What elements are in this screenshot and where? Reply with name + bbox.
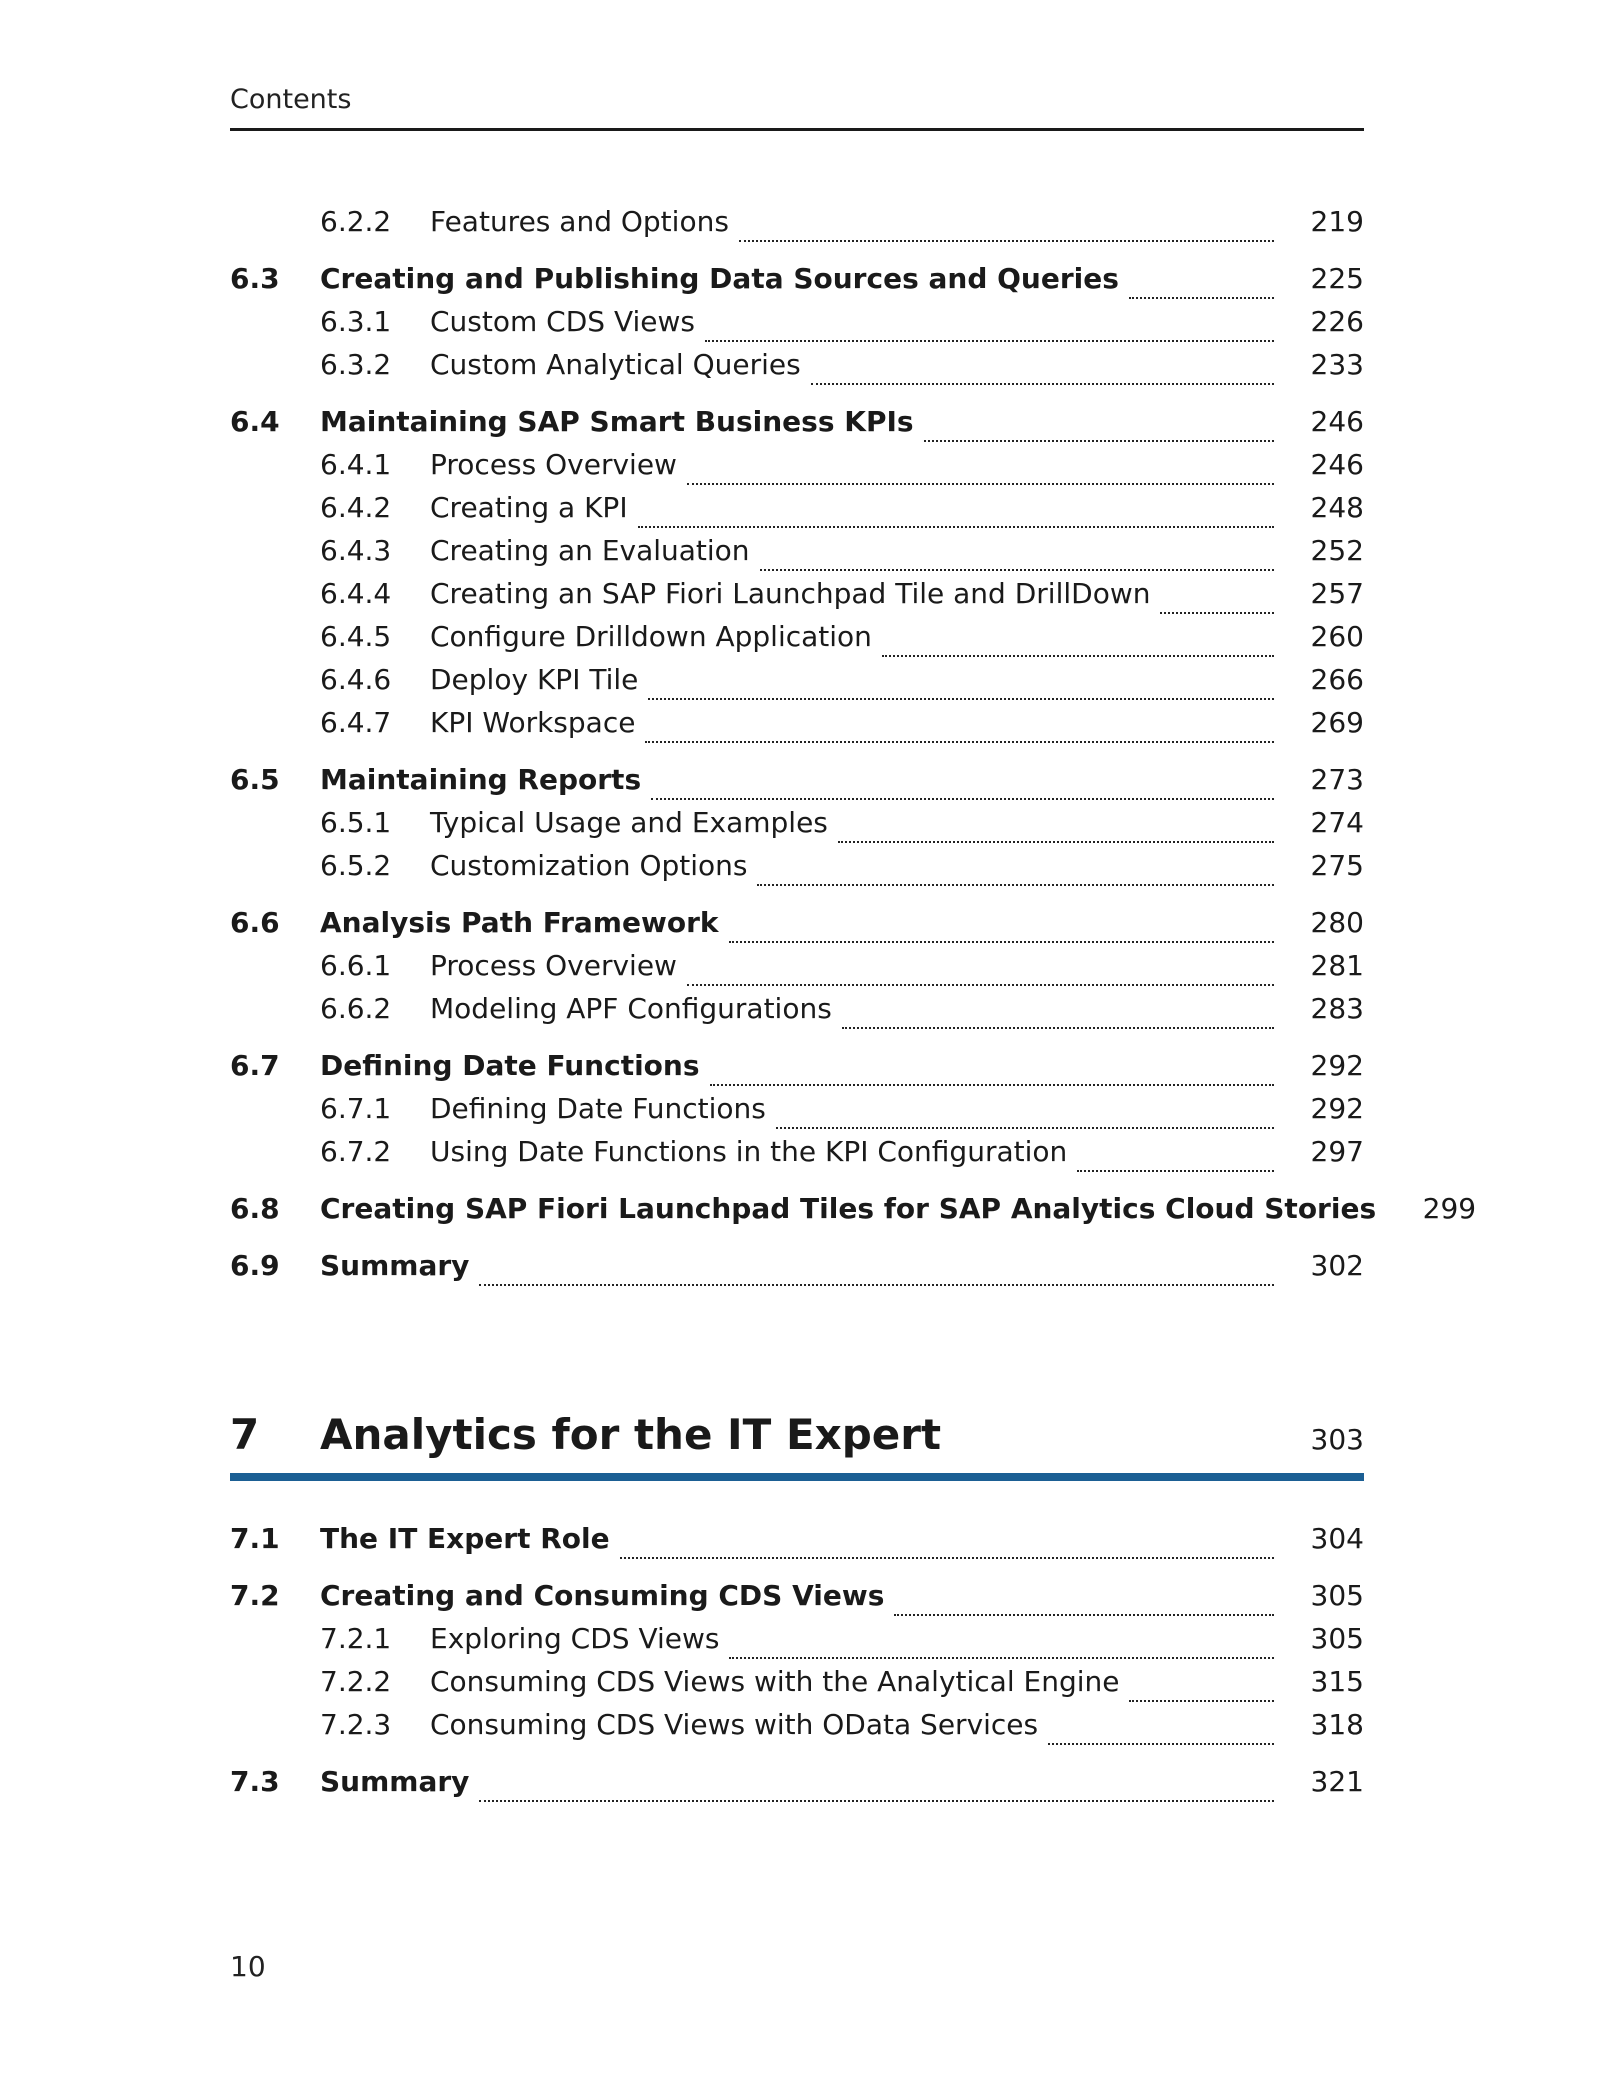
- dot-leader: [760, 569, 1274, 571]
- entry-number: 6.4.6: [320, 663, 392, 696]
- dot-leader: [729, 941, 1275, 943]
- toc-section-entry[interactable]: [230, 1579, 1364, 1622]
- entry-number: 6.8: [230, 1192, 280, 1225]
- entry-page-number: 281: [1310, 949, 1364, 982]
- entry-number: 7.3: [230, 1765, 280, 1798]
- dot-leader: [1048, 1743, 1274, 1745]
- entry-title: Process Overview: [430, 448, 677, 481]
- entry-number: 7.2: [230, 1579, 280, 1612]
- dot-leader: [620, 1557, 1274, 1559]
- toc-section-entry[interactable]: [230, 262, 1364, 305]
- entry-number: 6.3: [230, 262, 280, 295]
- entry-title: Creating SAP Fiori Launchpad Tiles for SAP Analytics Cloud Stories: [320, 1192, 1377, 1225]
- entry-title: Features and Options: [430, 205, 729, 238]
- entry-number: 6.7.1: [320, 1092, 392, 1125]
- entry-title: Custom CDS Views: [430, 305, 695, 338]
- dot-leader: [924, 440, 1274, 442]
- entry-title: Consuming CDS Views with the Analytical Engine: [430, 1665, 1120, 1698]
- entry-page-number: 302: [1310, 1249, 1364, 1282]
- toc-section-entry[interactable]: [230, 1049, 1364, 1092]
- entry-page-number: 292: [1310, 1092, 1364, 1125]
- entry-title: Typical Usage and Examples: [430, 806, 828, 839]
- entry-title: The IT Expert Role: [320, 1522, 610, 1555]
- entry-title: Creating and Consuming CDS Views: [320, 1579, 885, 1612]
- dot-leader: [1129, 1700, 1274, 1702]
- toc-subsection-entry[interactable]: [230, 491, 1364, 534]
- entry-number: 6.3.1: [320, 305, 392, 338]
- entry-number: 6.4.3: [320, 534, 392, 567]
- dot-leader: [894, 1614, 1274, 1616]
- entry-number: 6.4.2: [320, 491, 392, 524]
- entry-title: Creating and Publishing Data Sources and Queries: [320, 262, 1119, 295]
- toc-section-7: [230, 1522, 1364, 1808]
- entry-page-number: 246: [1310, 448, 1364, 481]
- entry-title: Analysis Path Framework: [320, 906, 719, 939]
- dot-leader: [882, 655, 1274, 657]
- entry-number: 7.2.3: [320, 1708, 392, 1741]
- toc-subsection-entry[interactable]: [230, 577, 1364, 620]
- entry-title: Defining Date Functions: [430, 1092, 766, 1125]
- toc-subsection-entry[interactable]: [230, 620, 1364, 663]
- entry-page-number: 252: [1310, 534, 1364, 567]
- dot-leader: [479, 1800, 1274, 1802]
- toc-subsection-entry[interactable]: [230, 849, 1364, 892]
- entry-page-number: 269: [1310, 706, 1364, 739]
- chapter-number: 7: [230, 1410, 260, 1459]
- dot-leader: [811, 383, 1274, 385]
- dot-leader: [1077, 1170, 1274, 1172]
- entry-page-number: 248: [1310, 491, 1364, 524]
- toc-section-entry[interactable]: [230, 405, 1364, 448]
- toc-section-entry[interactable]: [230, 906, 1364, 949]
- toc-subsection-entry[interactable]: [230, 1708, 1364, 1751]
- dot-leader: [776, 1127, 1274, 1129]
- entry-number: 6.4.5: [320, 620, 392, 653]
- entry-number: 6.4: [230, 405, 280, 438]
- dot-leader: [710, 1084, 1274, 1086]
- entry-page-number: 225: [1310, 262, 1364, 295]
- toc-subsection-entry[interactable]: [230, 205, 1364, 248]
- entry-page-number: 321: [1310, 1765, 1364, 1798]
- toc-section-entry[interactable]: [230, 763, 1364, 806]
- entry-page-number: 273: [1310, 763, 1364, 796]
- entry-title: Configure Drilldown Application: [430, 620, 872, 653]
- toc-subsection-entry[interactable]: [230, 448, 1364, 491]
- entry-title: Consuming CDS Views with OData Services: [430, 1708, 1039, 1741]
- entry-title: Custom Analytical Queries: [430, 348, 801, 381]
- entry-title: Deploy KPI Tile: [430, 663, 639, 696]
- entry-title: KPI Workspace: [430, 706, 636, 739]
- footer-page-number: 10: [230, 1950, 266, 1983]
- toc-subsection-entry[interactable]: [230, 706, 1364, 749]
- chapter-heading[interactable]: [230, 1410, 1364, 1459]
- dot-leader: [757, 884, 1274, 886]
- entry-number: 6.2.2: [320, 205, 392, 238]
- entry-number: 6.6: [230, 906, 280, 939]
- entry-page-number: 266: [1310, 663, 1364, 696]
- entry-number: 6.4.4: [320, 577, 392, 610]
- entry-page-number: 315: [1310, 1665, 1364, 1698]
- toc-section-entry[interactable]: [230, 1249, 1364, 1292]
- entry-number: 7.1: [230, 1522, 280, 1555]
- dot-leader: [687, 483, 1274, 485]
- entry-number: 6.4.1: [320, 448, 392, 481]
- dot-leader: [648, 698, 1274, 700]
- entry-title: Modeling APF Configurations: [430, 992, 832, 1025]
- entry-number: 6.6.1: [320, 949, 392, 982]
- entry-page-number: 299: [1422, 1192, 1477, 1225]
- entry-number: 6.9: [230, 1249, 280, 1282]
- entry-page-number: 233: [1310, 348, 1364, 381]
- toc-section-6: [230, 205, 1477, 1292]
- entry-title: Maintaining SAP Smart Business KPIs: [320, 405, 914, 438]
- entry-title: Process Overview: [430, 949, 677, 982]
- toc-subsection-entry[interactable]: [230, 949, 1364, 992]
- chapter-rule: [230, 1473, 1364, 1481]
- dot-leader: [479, 1284, 1274, 1286]
- entry-page-number: 246: [1310, 405, 1364, 438]
- entry-title: Maintaining Reports: [320, 763, 642, 796]
- entry-title: Using Date Functions in the KPI Configuration: [430, 1135, 1068, 1168]
- toc-section-entry[interactable]: [230, 1522, 1364, 1565]
- running-header: Contents: [230, 84, 352, 115]
- entry-number: 6.7: [230, 1049, 280, 1082]
- dot-leader: [729, 1657, 1274, 1659]
- toc-subsection-entry[interactable]: [230, 305, 1364, 348]
- entry-number: 6.5: [230, 763, 280, 796]
- header-rule: [230, 128, 1364, 131]
- entry-page-number: 297: [1310, 1135, 1364, 1168]
- entry-page-number: 275: [1310, 849, 1364, 882]
- entry-page-number: 304: [1310, 1522, 1364, 1555]
- dot-leader: [645, 741, 1274, 743]
- toc-section-entry[interactable]: [230, 1765, 1364, 1808]
- entry-page-number: 219: [1310, 205, 1364, 238]
- dot-leader: [842, 1027, 1274, 1029]
- entry-page-number: 305: [1310, 1579, 1364, 1612]
- entry-number: 7.2.1: [320, 1622, 392, 1655]
- entry-title: Summary: [320, 1249, 470, 1282]
- entry-number: 6.7.2: [320, 1135, 392, 1168]
- chapter-title: Analytics for the IT Expert: [320, 1410, 942, 1459]
- dot-leader: [1129, 297, 1274, 299]
- entry-title: Creating a KPI: [430, 491, 628, 524]
- dot-leader: [687, 984, 1274, 986]
- entry-page-number: 292: [1310, 1049, 1364, 1082]
- toc-subsection-entry[interactable]: [230, 806, 1364, 849]
- dot-leader: [838, 841, 1274, 843]
- dot-leader: [651, 798, 1274, 800]
- entry-number: 6.5.1: [320, 806, 392, 839]
- dot-leader: [1160, 612, 1274, 614]
- entry-page-number: 318: [1310, 1708, 1364, 1741]
- entry-page-number: 274: [1310, 806, 1364, 839]
- entry-page-number: 257: [1310, 577, 1364, 610]
- entry-number: 7.2.2: [320, 1665, 392, 1698]
- toc-subsection-entry[interactable]: [230, 992, 1364, 1035]
- toc-subsection-entry[interactable]: [230, 1665, 1364, 1708]
- entry-number: 6.5.2: [320, 849, 392, 882]
- entry-page-number: 280: [1310, 906, 1364, 939]
- dot-leader: [705, 340, 1274, 342]
- dot-leader: [739, 240, 1274, 242]
- chapter-page-number: 303: [1310, 1423, 1364, 1456]
- toc-subsection-entry[interactable]: [230, 1135, 1364, 1178]
- toc-subsection-entry[interactable]: [230, 663, 1364, 706]
- entry-page-number: 226: [1310, 305, 1364, 338]
- entry-number: 6.4.7: [320, 706, 392, 739]
- entry-page-number: 305: [1310, 1622, 1364, 1655]
- toc-section-entry[interactable]: [230, 1192, 1477, 1235]
- entry-title: Customization Options: [430, 849, 748, 882]
- entry-title: Defining Date Functions: [320, 1049, 700, 1082]
- entry-number: 6.6.2: [320, 992, 392, 1025]
- toc-subsection-entry[interactable]: [230, 1622, 1364, 1665]
- entry-title: Creating an SAP Fiori Launchpad Tile and DrillDown: [430, 577, 1151, 610]
- entry-page-number: 260: [1310, 620, 1364, 653]
- entry-page-number: 283: [1310, 992, 1364, 1025]
- toc-subsection-entry[interactable]: [230, 348, 1364, 391]
- entry-title: Exploring CDS Views: [430, 1622, 720, 1655]
- entry-title: Creating an Evaluation: [430, 534, 750, 567]
- entry-title: Summary: [320, 1765, 470, 1798]
- entry-number: 6.3.2: [320, 348, 392, 381]
- toc-subsection-entry[interactable]: [230, 1092, 1364, 1135]
- toc-subsection-entry[interactable]: [230, 534, 1364, 577]
- dot-leader: [638, 526, 1274, 528]
